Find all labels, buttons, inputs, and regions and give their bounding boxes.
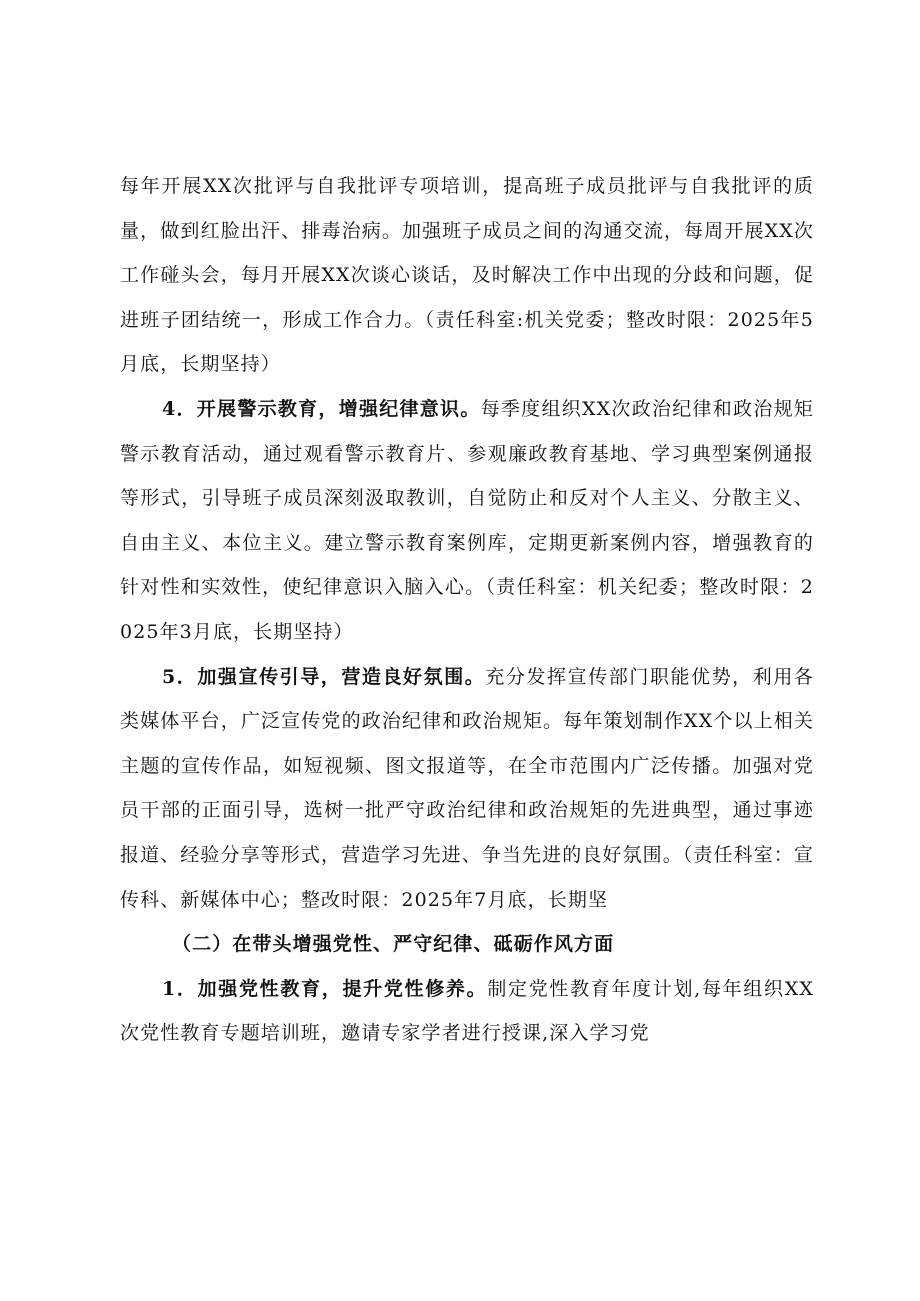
- item-5-heading: 5．加强宣传引导，营造良好氛围。: [162, 665, 486, 688]
- paragraph-item-1: [120, 967, 814, 1056]
- item-4-heading: 4．开展警示教育，增强纪律意识。: [162, 397, 481, 420]
- paragraph-item-4: [120, 387, 814, 655]
- section-heading-2: [120, 922, 814, 967]
- item-1-body: 制定党性教育年度计划,每年组织XX次党性教育专题培训班，邀请专家学者进行授课,深入学习党: [120, 977, 814, 1045]
- item-5-body: 充分发挥宣传部门职能优势，利用各类媒体平台，广泛宣传党的政治纪律和政治规矩。每年策划制作XX个以上相关主题的宣传作品，如短视频、图文报道等，在全市范围内广泛传播。加强对党员干部的正面引导，选树一批严守政治纪律和政治规矩的先进典型，通过事迹报道、经验分享等形式，营造学习先进、争当先进的良好氛围。（责任科室：宣传科、新媒体中心；整改时限：2025年7月底，长期坚: [120, 665, 815, 911]
- item-4-body: 每季度组织XX次政治纪律和政治规矩警示教育活动，通过观看警示教育片、参观廉政教育基地、学习典型案例通报等形式，引导班子成员深刻汲取教训，自觉防止和反对个人主义、分散主义、自由主义、本位主义。建立警示教育案例库，定期更新案例内容，增强教育的针对性和实效性，使纪律意识入脑入心。（责任科室：机关纪委；整改时限：2025年3月底，长期坚持）: [120, 397, 814, 643]
- item-1-heading: 1．加强党性教育，提升党性修养。: [162, 977, 488, 1000]
- document-body: [120, 164, 814, 1056]
- paragraph-item-5: [120, 655, 814, 923]
- section-heading-2-text: （二）在带头增强党性、严守纪律、砥砺作风方面: [172, 933, 615, 956]
- paragraph-continuation: 每年开展XX次批评与自我批评专项培训，提高班子成员批评与自我批评的质量，做到红脸出汗、排毒治病。加强班子成员之间的沟通交流，每周开展XX次工作碰头会，每月开展XX次谈心谈话，及时解决工作中出现的分歧和问题，促进班子团结统一，形成工作合力。（责任科室:机关党委；整改时限：2025年5月底，长期坚持）: [120, 175, 814, 376]
